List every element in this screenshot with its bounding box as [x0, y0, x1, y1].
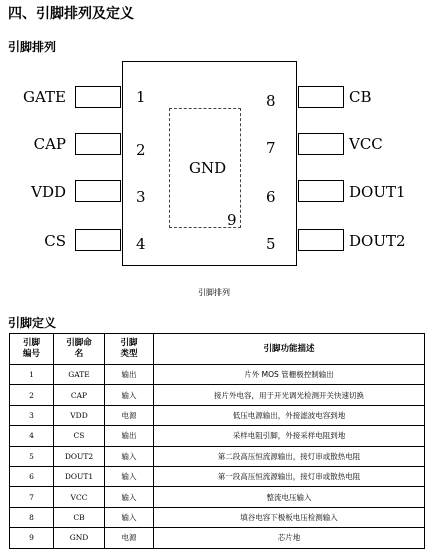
pin-number-right-7: 7 [266, 139, 276, 157]
pin-name-right-7: VCC [349, 135, 383, 153]
pin-description-cell: 整流电压输入 [154, 487, 425, 507]
pin-number-cell: 1 [10, 365, 54, 385]
pin-number-left-1: 1 [136, 88, 146, 106]
pin-description-cell: 填谷电容下极板电压检测输入 [154, 507, 425, 527]
pin-number-cell: 5 [10, 446, 54, 466]
pin-number-cell: 9 [10, 528, 54, 548]
pin-number-cell: 3 [10, 405, 54, 425]
pin-number-cell: 6 [10, 466, 54, 486]
pin-description-cell: 片外 MOS 管栅极控制输出 [154, 365, 425, 385]
table-row [10, 426, 425, 446]
table-row [10, 385, 425, 405]
pin-pad-left-1 [75, 86, 121, 108]
pin-pad-right-5 [298, 229, 344, 251]
pinout-caption: 引脚排列 [198, 288, 230, 297]
pin-pad-left-4 [75, 229, 121, 251]
pin-name-cell: GND [54, 528, 105, 548]
definition-heading: 引脚定义 [8, 316, 57, 330]
table-row [10, 446, 425, 466]
pin-name-cell: CB [54, 507, 105, 527]
pin-description-cell: 第二段高压恒流源输出，接灯串或散热电阻 [154, 446, 425, 466]
exposed-pad-number: 9 [227, 211, 237, 229]
table-row [10, 507, 425, 527]
pin-number-cell: 2 [10, 385, 54, 405]
pin-type-cell: 输入 [105, 446, 154, 466]
column-header-number: 引脚编号 [10, 334, 54, 365]
pin-type-cell: 电源 [105, 405, 154, 425]
pin-pad-right-8 [298, 86, 344, 108]
pin-name-left-3: VDD [31, 183, 66, 201]
pin-name-right-8: CB [349, 88, 372, 106]
column-header-type: 引脚类型 [105, 334, 154, 365]
pin-name-cell: DOUT1 [54, 466, 105, 486]
pin-definition-table [9, 333, 425, 549]
pin-description-cell: 采样电阻引脚，外接采样电阻到地 [154, 426, 425, 446]
pin-description-cell: 芯片地 [154, 528, 425, 548]
pin-type-cell: 输入 [105, 487, 154, 507]
pin-name-cell: CS [54, 426, 105, 446]
pin-name-cell: DOUT2 [54, 446, 105, 466]
pin-pad-left-2 [75, 133, 121, 155]
pin-type-cell: 输入 [105, 385, 154, 405]
pin-number-cell: 7 [10, 487, 54, 507]
pin-description-cell: 第一段高压恒流源输出，接灯串或散热电阻 [154, 466, 425, 486]
pin-number-cell: 4 [10, 426, 54, 446]
exposed-pad-label: GND [189, 159, 227, 177]
pin-name-cell: VCC [54, 487, 105, 507]
table-row [10, 528, 425, 548]
table-row [10, 405, 425, 425]
pin-number-left-4: 4 [136, 235, 146, 253]
pin-type-cell: 输出 [105, 426, 154, 446]
table-header-row [10, 334, 425, 365]
pin-description-cell: 低压电源输出，外接滤波电容到地 [154, 405, 425, 425]
pin-type-cell: 电源 [105, 528, 154, 548]
pin-type-cell: 输入 [105, 466, 154, 486]
pin-pad-right-7 [298, 133, 344, 155]
pin-number-right-6: 6 [266, 188, 276, 206]
pinout-heading: 引脚排列 [8, 40, 57, 54]
pin-type-cell: 输入 [105, 507, 154, 527]
pin-description-cell: 接片外电容，用于开光调光检测开关快速切换 [154, 385, 425, 405]
pin-number-right-5: 5 [266, 235, 276, 253]
column-header-description: 引脚功能描述 [154, 334, 425, 365]
pin-number-left-3: 3 [136, 188, 146, 206]
pin-name-cell: CAP [54, 385, 105, 405]
pin-number-left-2: 2 [136, 141, 146, 159]
pin-name-cell: GATE [54, 365, 105, 385]
pin-name-left-1: GATE [23, 88, 66, 106]
pin-name-left-2: CAP [33, 135, 66, 153]
pin-name-left-4: CS [44, 232, 66, 250]
section-title: 四、引脚排列及定义 [8, 6, 134, 22]
pin-type-cell: 输出 [105, 365, 154, 385]
pin-pad-left-3 [75, 180, 121, 202]
table-row [10, 466, 425, 486]
column-header-name: 引脚命名 [54, 334, 105, 365]
pin-name-right-5: DOUT2 [349, 232, 406, 250]
pin-number-cell: 8 [10, 507, 54, 527]
table-row [10, 365, 425, 385]
pin-pad-right-6 [298, 180, 344, 202]
table-row [10, 487, 425, 507]
pin-name-right-6: DOUT1 [349, 183, 406, 201]
pin-name-cell: VDD [54, 405, 105, 425]
pin-number-right-8: 8 [266, 92, 276, 110]
